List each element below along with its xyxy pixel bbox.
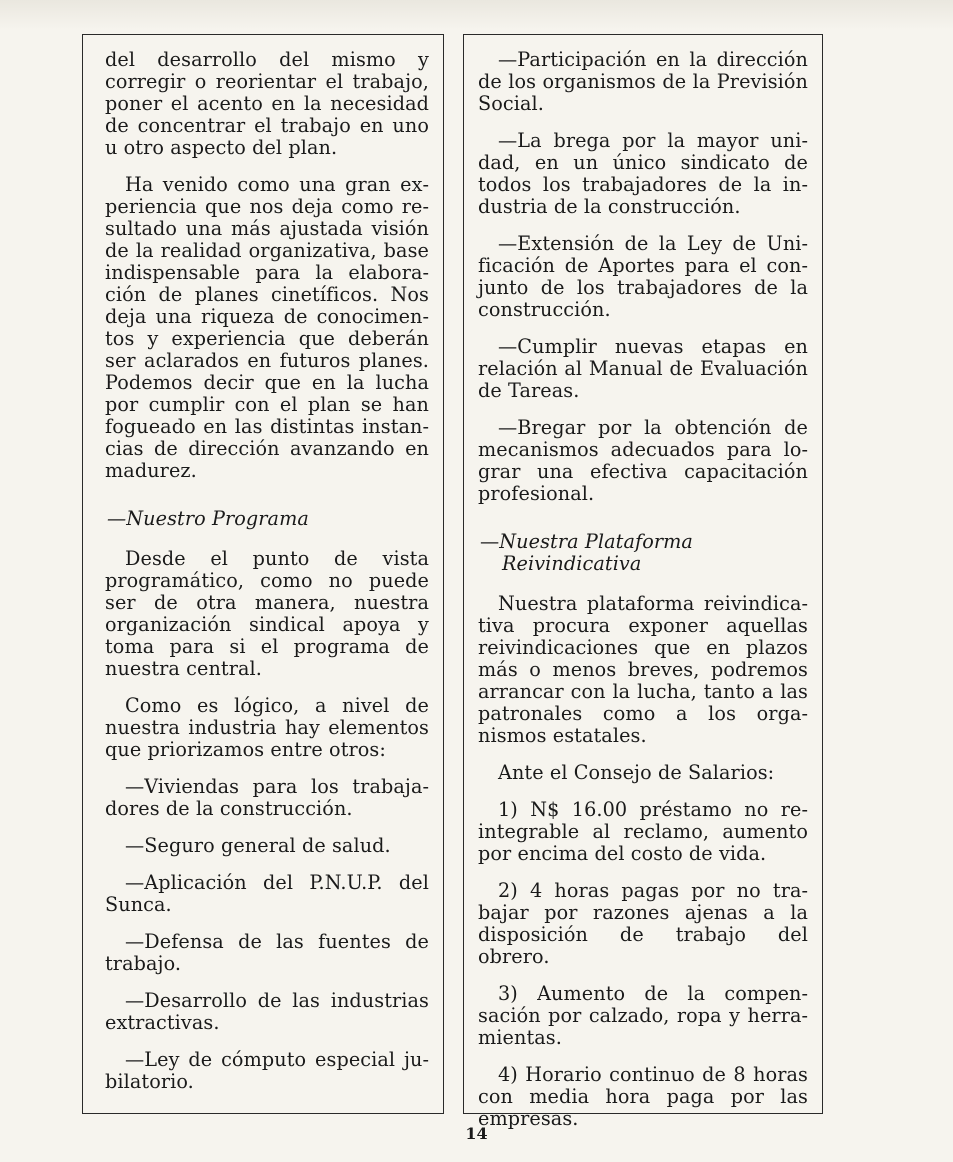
program-item: —Aplicación del P.N.U.P. del Sunca. [105,871,429,916]
program-item: —Seguro general de salud. [125,834,391,857]
demand-item: 4) Horario continuo de 8 horas con media hora paga por las empresas. [478,1063,808,1130]
section-title-plataforma [478,531,808,575]
program-paragraph-2: Como es lógico, a nivel de nuestra industria hay elementos que priorizamos entre otros: [105,694,429,761]
program-item: —Desarrollo de las industrias extractivas. [105,989,429,1034]
platform-paragraph-2: Ante el Consejo de Salarios: [498,761,775,784]
demand-item: 3) Aumento de la compensación por calzado, ropa y herramientas. [478,982,808,1049]
section-title-programa: —Nuestro Programa [107,507,309,530]
program-item: —Cumplir nuevas etapas en relación al Manual de Evaluación de Tareas. [478,335,808,402]
program-item: —Extensión de la Ley de Unificación de Aportes para el conjunto de los trabajadores de la construcción. [478,232,808,321]
program-paragraph-1: Desde el punto de vista programático, como no puede ser de otra manera, nuestra organización sindical apoya y toma para si el programa de nuestra central. [105,547,429,680]
platform-paragraph-1: Nuestra plataforma reivindicativa procura exponer aquellas reivindicaciones que en plazos más o menos breves, podremos arrancar con la lucha, tanto a las patronales como a los organismos estatales. [478,592,808,747]
right-column [463,34,823,1130]
page-number: 14 [465,1124,488,1143]
left-paragraph-1: del desarrollo del mismo y corregir o reorientar el trabajo, poner el acento en la necesidad de concentrar el trabajo en uno u otro aspecto del plan. [105,48,429,159]
program-item: —Ley de cómputo especial jubilatorio. [105,1048,429,1093]
program-item: —Defensa de las fuentes de trabajo. [105,930,429,975]
section-title-line-1: Nuestra Plataforma [499,530,693,553]
left-paragraph-2: Ha venido como una gran experiencia que nos deja como resultado una más ajustada visión de la realidad organizativa, base indispensable para la elaboración de planes cinetíficos. Nos deja una riqueza de conocimentos y experiencia que deberán ser aclarados en futuros planes. Podemos decir que en la lucha por cumplir con el plan se han fogueado en las distintas instancias de dirección avanzando en madurez. [105,173,429,482]
program-item: —Viviendas para los trabajadores de la construcción. [105,775,429,820]
page-top-edge [0,0,953,30]
demand-item: 2) 4 horas pagas por no trabajar por razones ajenas a la disposición de trabajo del obrero. [478,879,808,968]
program-item: —Participación en la dirección de los organismos de la Previsión Social. [478,48,808,115]
left-column [82,34,444,1114]
program-item: —Bregar por la obtención de mecanismos adecuados para lograr una efectiva capacitación profesional. [478,416,808,505]
section-title-line-2: Reivindicativa [502,552,642,575]
demand-item: 1) N$ 16.00 préstamo no reintegrable al reclamo, aumento por encima del costo de vida. [478,798,808,865]
program-item: —La brega por la mayor unidad, en un único sindicato de todos los trabajadores de la industria de la construcción. [478,129,808,218]
section-title-dash: — [480,530,500,553]
